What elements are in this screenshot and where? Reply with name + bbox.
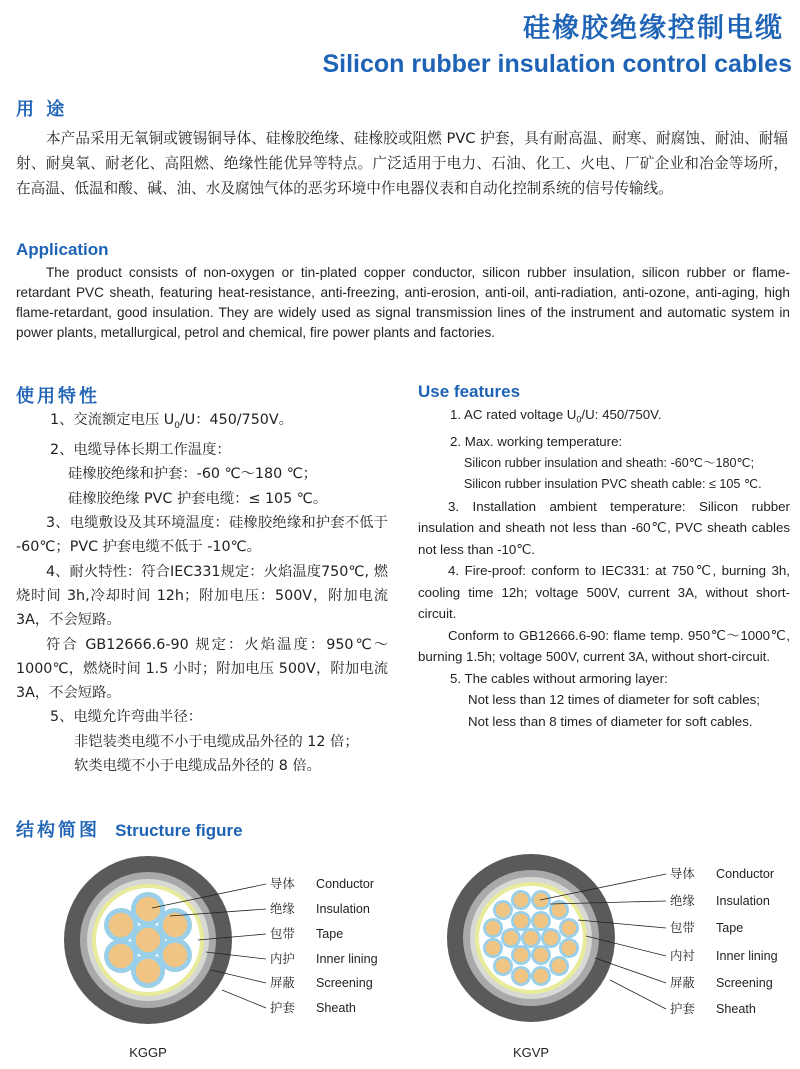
feature-en-2a: Silicon rubber insulation and sheath: -60℃～180℃; [464,455,755,470]
application-heading-cn: 用 途 [16,99,68,120]
kgvp-core [531,945,551,965]
kgvp-label-cn: 绝缘 [670,894,695,908]
title-english: Silicon rubber insulation control cables [322,50,792,78]
features-heading-en: Use features [418,382,521,401]
kgvp-label-en: Conductor [716,867,775,881]
feature-en-1: 1. AC rated voltage $U_0/U$: 450/750V. [450,407,662,425]
kgvp-core [531,966,551,986]
kgvp-core [493,900,513,920]
kgvp-core [511,890,531,910]
kgvp-core [511,945,531,965]
feature-cn-1: 1、交流额定电压 $U_0/U$：450/750V。 [50,412,293,431]
title-chinese: 硅橡胶绝缘控制电缆 [523,13,784,44]
kggp-leader-line [222,990,266,1008]
application-text-en: The product consists of non-oxygen or tin-plated copper conductor, silicon rubber insulation, silicon rubber or flame-retardant PVC sheath, featuring heat-resistance, anti-freezing, anti-erosion, anti-oil, anti-radiation, anti-ozone, anti-aging, high flame-retardant, good insulation. They are widely used as signal transmission lines of the instrument and automatic system in power plants, metallurgical, petrol and chemical, fire power plants and factories. [16,265,790,340]
kgvp-label-cn: 包带 [670,921,695,935]
kggp-label-cn: 导体 [270,877,295,891]
kgvp-caption: KGVP [512,1045,550,1060]
kgvp-core [511,911,531,931]
feature-en-2: 2. Max. working temperature: [450,434,623,450]
kgvp-label-cn: 导体 [670,867,695,881]
kgvp-core [483,938,503,958]
kgvp-core [511,966,531,986]
kgvp-label-cn: 护套 [670,1002,695,1016]
kggp-label-en: Insulation [316,902,370,916]
kggp-caption: KGGP [129,1045,167,1060]
kggp-label-en: Conductor [316,877,375,891]
features-list-cn [16,408,388,778]
feature-en-5: 5. The cables without armoring layer: [450,670,668,686]
kgvp-core [559,938,579,958]
feature-en-3: 3. Installation ambient temperature: Silicon rubber insulation and sheath not less than -60℃, PVC sheath cables not less than -10℃. [418,498,790,557]
kggp-label-cn: 包带 [270,927,295,941]
feature-cn-2b: 硅橡胶绝缘 PVC 护套电缆：≤ 105 ℃。 [68,490,328,507]
kggp-label-cn: 屏蔽 [270,976,295,990]
kgvp-label-en: Tape [716,921,744,935]
kggp-label-cn: 护套 [270,1001,295,1015]
kggp-core [104,908,138,942]
kggp-label-cn: 绝缘 [270,902,295,916]
feature-cn-2: 2、电缆导体长期工作温度： [50,442,231,459]
kgvp-diagram [400,840,800,1069]
feature-en-4b: Conform to GB12666.6-90: flame temp. 950℃～1000℃, burning 1.5h; voltage 500V, current 3A, without short-circuit. [418,627,790,665]
application-text-cn: 本产品采用无氧铜或镀锡铜导体、硅橡胶绝缘、硅橡胶或阻燃 PVC 护套，具有耐高温、耐寒、耐腐蚀、耐油、耐辐射、耐臭氧、耐老化、高阻燃、绝缘性能优异等特点。广泛适用于电力、石油、化工、火电、厂矿企业和冶金等场所，在高温、低温和酸、碱、油、水及腐蚀气体的恶劣环境中作电器仪表和自动化控制系统的信号传输线。 [16,130,788,197]
kggp-label-en: Sheath [316,1001,356,1015]
feature-cn-5a: 非铠装类电缆不小于电缆成品外径的 12 倍； [74,733,359,750]
feature-en-5a: Not less than 12 times of diameter for soft cables; [468,692,760,708]
kggp-core [104,939,138,973]
kgvp-cross-section [447,854,615,1022]
feature-en-4: 4. Fire-proof: conform to IEC331: at 750℃, burning 3h, cooling time 12h; voltage 500V, current 3A, without short-circuit. [418,563,790,622]
kgvp-leader-line [610,980,666,1009]
feature-cn-2a: 硅橡胶绝缘和护套：-60 ℃～180 ℃； [68,466,318,483]
feature-cn-5: 5、电缆允许弯曲半径： [50,709,203,726]
kggp-core [158,908,192,942]
structure-heading-en: Structure figure [115,821,243,840]
kggp-label-en: Tape [316,927,344,941]
kgvp-core [549,956,569,976]
application-heading-en: Application [16,240,109,259]
kgvp-label-en: Inner lining [716,949,778,963]
kgvp-core [549,900,569,920]
kgvp-label-en: Screening [716,976,773,990]
feature-cn-5b: 软类电缆不小于电缆成品外径的 8 倍。 [74,758,321,775]
feature-en-2b: Silicon rubber insulation PVC sheath cable: ≤ 105 ℃. [464,477,762,492]
structure-heading-cn: 结构简图 [16,820,100,841]
kgvp-core [541,928,561,948]
kgvp-core [483,918,503,938]
kgvp-core [521,928,541,948]
kgvp-label-cn: 屏蔽 [670,976,695,990]
kgvp-label-en: Sheath [716,1002,756,1016]
kgvp-core [559,918,579,938]
kgvp-core [493,956,513,976]
kggp-label-en: Inner lining [316,952,378,966]
structure-heading [16,816,243,842]
kgvp-core [501,928,521,948]
kgvp-label-cn: 内衬 [670,949,695,963]
features-heading-cn: 使用特性 [16,386,100,407]
feature-cn-4b: 符合 GB12666.6-90 规定：火焰温度：950℃～1000℃，燃烧时间 1.5 小时；附加电压 500V，附加电流 3A，不会短路。 [16,636,388,702]
feature-cn-4: 4、耐火特性：符合IEC331规定：火焰温度750℃, 燃烧时间 3h,冷却时间 12h；附加电压：500V，附加电流 3A，不会短路。 [16,563,388,629]
features-list-en [418,404,790,732]
feature-cn-3: 3、电缆敷设及其环境温度：硅橡胶绝缘和护套不低于 -60℃；PVC 护套电缆不低于 -10℃。 [16,515,388,556]
feature-en-5b: Not less than 8 times of diameter for soft cables. [468,713,753,729]
kggp-cross-section [64,856,232,1024]
kgvp-core [531,911,551,931]
kggp-diagram [0,840,400,1069]
kgvp-label-en: Insulation [716,894,770,908]
kggp-label-cn: 内护 [270,952,295,966]
kggp-label-en: Screening [316,976,373,990]
